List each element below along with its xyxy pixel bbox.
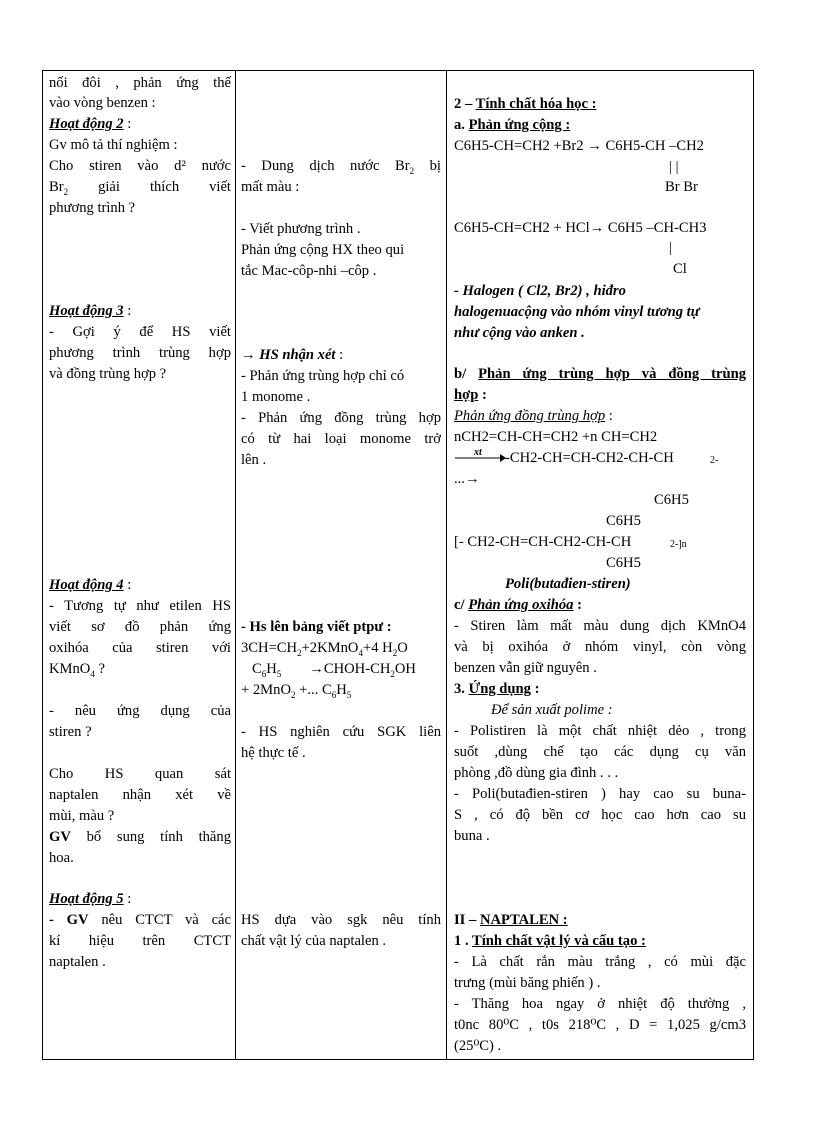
text-line: S , có độ bền cơ học cao hơn cao su bbox=[454, 807, 746, 823]
text-line: t0nc 80⁰C , t0s 218⁰C , D = 1,025 g/cm3 bbox=[454, 1017, 746, 1033]
text-line: GV bổ sung tính thăng bbox=[49, 829, 231, 845]
text-line: naptalen . bbox=[49, 954, 106, 970]
subsection-heading: 1 . Tính chất vật lý và cấu tạo : bbox=[454, 933, 646, 949]
text-line: suốt ,dùng chế tạo các dụng cụ văn bbox=[454, 744, 746, 760]
text-line: mất màu : bbox=[241, 179, 300, 195]
teacher-activity-column bbox=[43, 71, 236, 1059]
text-line: nối đôi , phản ứng thế bbox=[49, 75, 231, 91]
text-line: (25⁰C) . bbox=[454, 1038, 502, 1054]
text-line: C6H5 bbox=[606, 513, 641, 529]
equation-line: -CH2-CH=CH-CH2-CH-CH bbox=[505, 450, 674, 466]
reaction-arrow-icon bbox=[454, 447, 506, 465]
text-line: Để sản xuất polime : bbox=[491, 702, 613, 718]
equation-line: C6H5-CH=CH2 +Br2 → C6H5-CH –CH2 bbox=[454, 138, 704, 154]
text-line: trưng (mùi băng phiến ) . bbox=[454, 975, 601, 991]
text-line: - Polistiren là một chất nhiệt dẻo , trong bbox=[454, 723, 746, 739]
text-line: Phản ứng cộng HX theo qui bbox=[241, 242, 405, 258]
catalyst-label: xt bbox=[474, 447, 482, 458]
text-line: - HS nghiên cứu SGK liên bbox=[241, 724, 441, 740]
lesson-table bbox=[42, 70, 754, 1060]
bond-marks: | bbox=[669, 240, 672, 256]
subsection-heading: c/ Phản ứng oxihóa : bbox=[454, 597, 582, 613]
activity-2-heading: Hoạt động 2 : bbox=[49, 116, 132, 132]
text-line: tắc Mac-côp-nhi –côp . bbox=[241, 263, 377, 279]
text-line: Cho HS quan sát bbox=[49, 766, 231, 782]
activity-5-heading: Hoạt động 5 : bbox=[49, 891, 132, 907]
activity-4-heading: Hoạt động 4 : bbox=[49, 577, 132, 593]
text-line: - Hs lên bảng viết ptpư : bbox=[241, 619, 392, 635]
subsection-heading: a. Phản ứng cộng : bbox=[454, 117, 571, 133]
text-line: mùi, màu ? bbox=[49, 808, 115, 824]
text-line: C6H5 bbox=[606, 555, 641, 571]
student-activity-column bbox=[236, 71, 447, 1059]
text-line: naptalen nhận xét về bbox=[49, 787, 231, 803]
text-line: - Halogen ( Cl2, Br2) , hiđro bbox=[454, 283, 626, 299]
text-line: 2- bbox=[710, 455, 719, 466]
text-line: - Phản ứng trùng hợp chỉ có bbox=[241, 368, 405, 384]
text-line: benzen vẫn giữ nguyên . bbox=[454, 660, 597, 676]
polymer-name: Poli(butađien-stiren) bbox=[505, 576, 631, 592]
text-line: KMnO$_4$ ? bbox=[49, 661, 105, 679]
text-line: Phản ứng đồng trùng hợp : bbox=[454, 408, 613, 424]
equation-line: nCH2=CH-CH=CH2 +n CH=CH2 bbox=[454, 429, 658, 445]
text-line: - Gợi ý để HS viết bbox=[49, 324, 231, 340]
text-line: $C_6H_5$ $\to CHOH-CH_2OH$ bbox=[252, 661, 416, 679]
text-line: hệ thực tế . bbox=[241, 745, 306, 761]
text-line: - Là chất rắn màu trắng , có mùi đặc bbox=[454, 954, 746, 970]
text-line: 2-]n bbox=[670, 539, 687, 550]
section-heading: II – NAPTALEN : bbox=[454, 912, 568, 928]
text-line: lên . bbox=[241, 452, 267, 468]
text-line: - Tương tự như etilen HS bbox=[49, 598, 231, 614]
text-line: ...→ bbox=[454, 471, 480, 487]
text-line: phòng ,đồ dùng gia đình . . . bbox=[454, 765, 619, 781]
text-line: Cl bbox=[673, 261, 687, 277]
text-line: $Br_2$ giải thích viết bbox=[49, 179, 231, 197]
subsection-heading: 3. Ứng dụng : bbox=[454, 681, 540, 697]
section-heading: 2 – Tính chất hóa học : bbox=[454, 96, 597, 112]
text-line: Br Br bbox=[665, 179, 698, 195]
text-line: và đồng trùng hợp ? bbox=[49, 366, 167, 382]
text-line: - Stiren làm mất màu dung dịch KMnO4 bbox=[454, 618, 746, 634]
text-line: vào vòng benzen : bbox=[49, 95, 156, 111]
text-line: hoa. bbox=[49, 850, 74, 866]
text-line: phương trình ? bbox=[49, 200, 136, 216]
text-line: $3CH=CH_2+2KMnO_4+4$ $H_2O$ bbox=[241, 640, 408, 658]
text-line: Gv mô tả thí nghiệm : bbox=[49, 137, 178, 153]
text-line: stiren ? bbox=[49, 724, 92, 740]
bond-marks: | | bbox=[669, 159, 679, 175]
text-line: chất vật lý của naptalen . bbox=[241, 933, 387, 949]
activity-3-heading: Hoạt động 3 : bbox=[49, 303, 132, 319]
text-line: phương trình trùng hợp bbox=[49, 345, 231, 361]
text-line: - Thăng hoa ngay ở nhiệt độ thường , bbox=[454, 996, 746, 1012]
text-line: oxihóa của stiren với bbox=[49, 640, 231, 656]
text-line: 1 monome . bbox=[241, 389, 311, 405]
text-line: buna . bbox=[454, 828, 490, 844]
text-line: HS dựa vào sgk nêu tính bbox=[241, 912, 441, 928]
text-line: - Viết phương trình . bbox=[241, 221, 361, 237]
equation-line: [- CH2-CH=CH-CH2-CH-CH bbox=[454, 534, 632, 550]
text-line: + 2MnO$_2$ +... $C_6H_5$ bbox=[241, 682, 352, 700]
text-line: halogenuacộng vào nhóm vinyl tương tự bbox=[454, 304, 700, 320]
text-line: - GV nêu CTCT và các bbox=[49, 912, 232, 928]
subsection-heading: b/ Phản ứng trùng hợp và đồng trùng bbox=[454, 366, 746, 382]
text-line: - nêu ứng dụng của bbox=[49, 703, 231, 719]
text-line: và bị oxihóa ở nhóm vinyl, còn vòng bbox=[454, 639, 746, 655]
text-line: kí hiệu trên CTCT bbox=[49, 933, 231, 949]
lesson-content-column bbox=[447, 71, 753, 1059]
text-line: - Phản ứng đồng trùng hợp bbox=[241, 410, 441, 426]
text-line: có từ hai loại monome trở bbox=[241, 431, 441, 447]
text-line: - Dung dịch nước $Br_2$ bị bbox=[241, 158, 441, 176]
text-line: - Poli(butađien-stiren ) hay cao su buna- bbox=[454, 786, 746, 802]
text-line: như cộng vào anken . bbox=[454, 325, 585, 341]
equation-line: C6H5-CH=CH2 + HCl→ C6H5 –CH-CH3 bbox=[454, 220, 707, 236]
subsection-heading: hợp : bbox=[454, 387, 487, 403]
text-line: C6H5 bbox=[654, 492, 689, 508]
text-line: → HS nhận xét : bbox=[241, 347, 344, 363]
text-line: viết sơ đồ phản ứng bbox=[49, 619, 231, 635]
text-line: Cho stiren vào d² nước bbox=[49, 158, 231, 174]
